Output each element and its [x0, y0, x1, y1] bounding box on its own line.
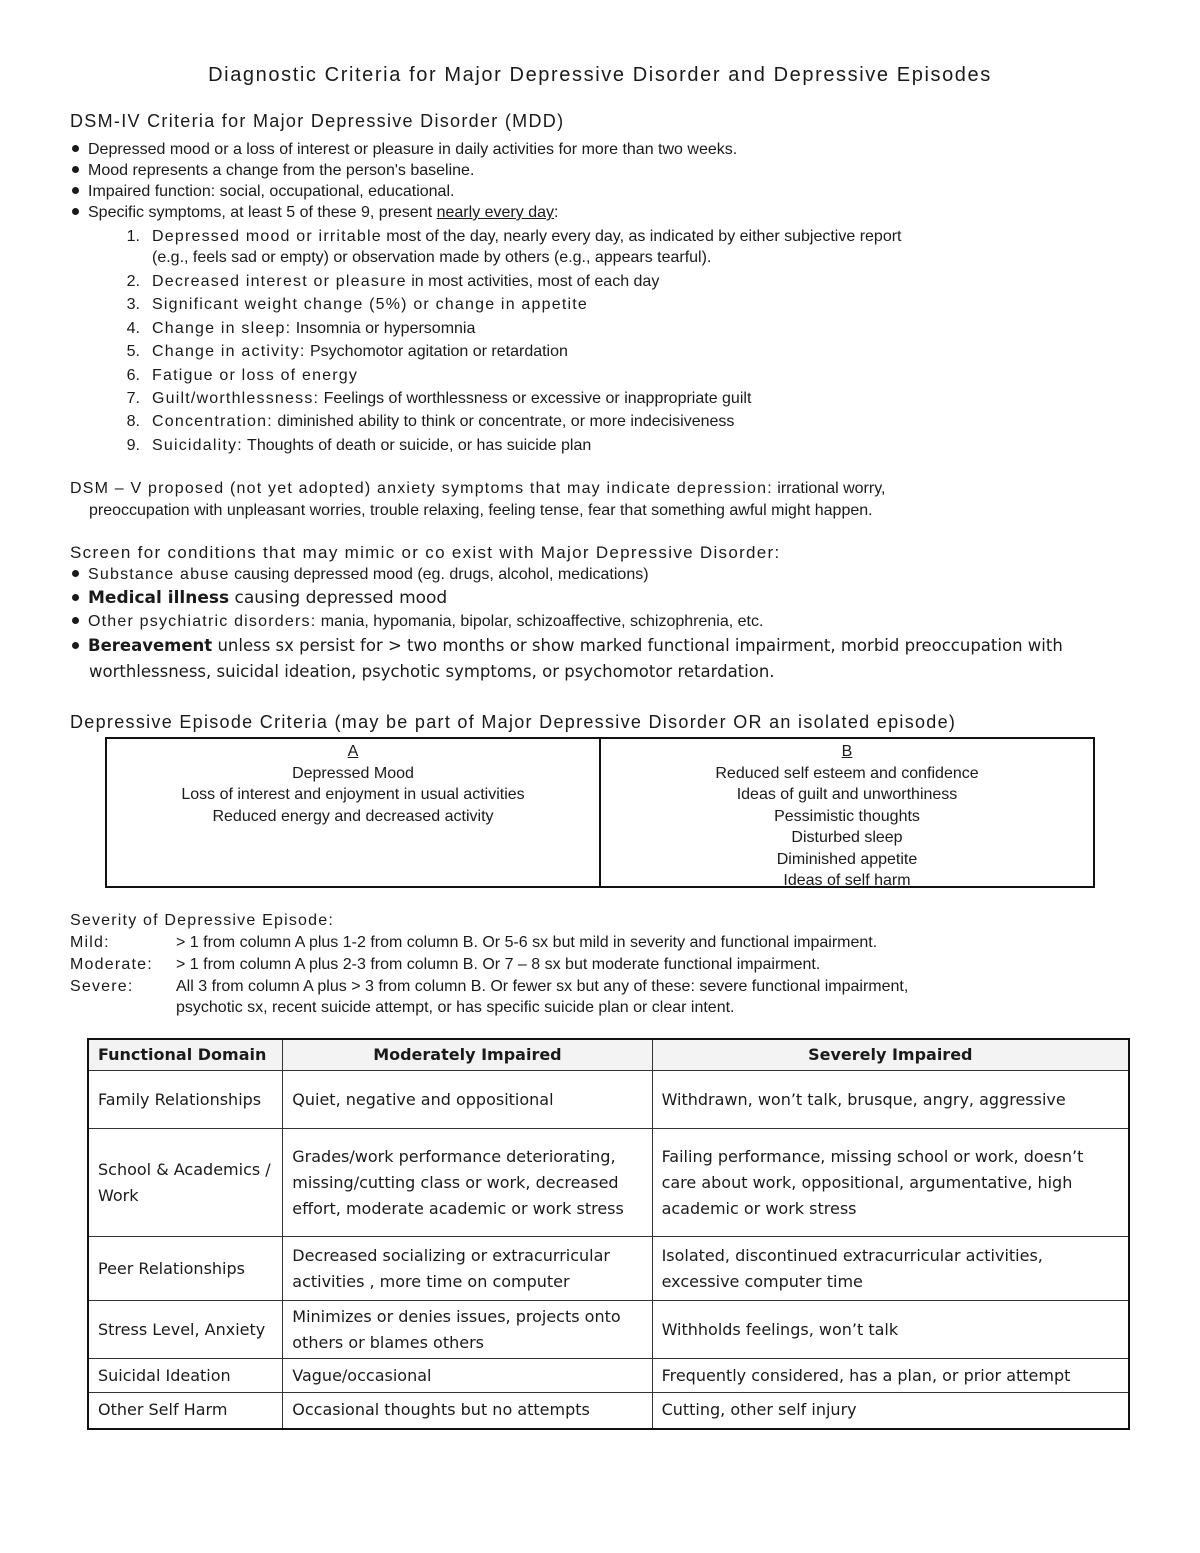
- severity-mild: [70, 934, 877, 952]
- table-cell: Vague/occasional: [283, 1359, 652, 1393]
- item-number: 2.: [126, 273, 140, 290]
- item-text: Thoughts of death or suicide, or has suicide plan: [242, 437, 592, 454]
- column-b-item: Ideas of self harm: [783, 872, 911, 889]
- table-cell: Cutting, other self injury: [652, 1393, 1129, 1429]
- symptom-item: [106, 413, 734, 431]
- table-header: Severely Impaired: [652, 1039, 1129, 1071]
- dsm4-bullet: [72, 162, 474, 180]
- bullet-icon: [72, 617, 79, 624]
- item-lead: Change in sleep:: [152, 320, 292, 337]
- table-header: Moderately Impaired: [283, 1039, 652, 1071]
- column-b-item: Disturbed sleep: [791, 829, 903, 846]
- table-cell: Peer Relationships: [88, 1237, 283, 1301]
- dsm4-bullet: [72, 204, 558, 222]
- screen-bullet: [72, 636, 1063, 655]
- table-row: [88, 1301, 1129, 1359]
- item-text: diminished ability to think or concentrate, or more indecisiveness: [272, 413, 735, 430]
- table-row: [88, 1359, 1129, 1393]
- table-cell: School & Academics / Work: [88, 1129, 283, 1237]
- bullet-text: Impaired function: social, occupational, educational.: [88, 183, 455, 200]
- table-row: [88, 1393, 1129, 1429]
- table-cell: Quiet, negative and oppositional: [283, 1071, 652, 1129]
- bullet-bold: Medical illness: [88, 588, 230, 608]
- symptom-item: [106, 343, 568, 361]
- bullet-bold: Bereavement: [88, 636, 213, 655]
- screen-bullet-continuation: worthlessness, suicidal ideation, psychotic symptoms, or psychomotor retardation.: [89, 662, 775, 681]
- table-row: [88, 1071, 1129, 1129]
- episode-heading: Depressive Episode Criteria (may be part of Major Depressive Disorder OR an isolated episode): [70, 712, 957, 732]
- bullet-icon: [72, 594, 79, 601]
- bullet-text: mania, hypomania, bipolar, schizoaffective, schizophrenia, etc.: [316, 613, 764, 630]
- bullet-text: Depressed mood or a loss of interest or pleasure in daily activities for more than two weeks.: [88, 141, 738, 158]
- item-lead: Decreased interest or pleasure: [152, 273, 407, 290]
- table-row: [88, 1237, 1129, 1301]
- severity-label: Severe:: [70, 978, 134, 995]
- symptom-item: [106, 390, 751, 408]
- column-a-item: Loss of interest and enjoyment in usual activities: [181, 786, 525, 803]
- item-number: 3.: [126, 296, 140, 313]
- symptom-item: [106, 320, 475, 338]
- screen-heading: Screen for conditions that may mimic or co exist with Major Depressive Disorder:: [70, 543, 781, 562]
- table-header: Functional Domain: [88, 1039, 283, 1071]
- column-b: [599, 739, 1093, 889]
- table-cell: Failing performance, missing school or work, doesn’t care about work, oppositional, argumentative, high academic or work stress: [652, 1129, 1129, 1237]
- bullet-text: Mood represents a change from the person's baseline.: [88, 162, 475, 179]
- item-number: 5.: [126, 343, 140, 360]
- severity-moderate: [70, 956, 820, 974]
- item-text: Insomnia or hypersomnia: [291, 320, 476, 337]
- item-number: 6.: [126, 367, 140, 384]
- item-lead: Depressed mood or irritable: [152, 228, 382, 245]
- symptom-item: [106, 273, 659, 291]
- screen-bullet: [72, 588, 447, 608]
- symptom-item: [106, 228, 902, 246]
- column-b-item: Pessimistic thoughts: [774, 807, 920, 825]
- item-number: 9.: [126, 437, 140, 454]
- bullet-text: unless sx persist for > two months or show marked functional impairment, morbid preoccupation with: [212, 636, 1063, 655]
- screen-bullet: [72, 566, 649, 584]
- item-text: Psychomotor agitation or retardation: [305, 343, 568, 360]
- table-cell: Family Relationships: [88, 1071, 283, 1129]
- bullet-icon: [72, 570, 79, 577]
- table-cell: Decreased socializing or extracurricular activities , more time on computer: [283, 1237, 652, 1301]
- item-lead: Change in activity:: [152, 343, 306, 360]
- table-cell: Minimizes or denies issues, projects onto others or blames others: [283, 1301, 652, 1359]
- symptom-item: [106, 249, 711, 267]
- symptom-item: [106, 367, 358, 385]
- severity-label: Moderate:: [70, 956, 153, 973]
- page-title: Diagnostic Criteria for Major Depressive Disorder and Depressive Episodes: [208, 64, 992, 86]
- table-cell: Withdrawn, won’t talk, brusque, angry, aggressive: [652, 1071, 1129, 1129]
- column-b-item: Diminished appetite: [776, 850, 918, 868]
- bullet-text: causing depressed mood: [229, 588, 448, 608]
- item-number: 8.: [126, 413, 140, 430]
- dsm4-bullet: [72, 141, 737, 159]
- symptom-item: [106, 296, 588, 314]
- item-lead: Concentration:: [152, 413, 273, 430]
- dsm5-paragraph: [70, 480, 885, 498]
- item-lead: Significant weight change (5%) or change in appetite: [152, 296, 588, 313]
- item-number: 7.: [126, 390, 140, 407]
- dsm4-bullet: [72, 183, 454, 201]
- item-lead: Fatigue or loss of energy: [152, 367, 359, 384]
- dsm4-heading: DSM-IV Criteria for Major Depressive Disorder (MDD): [70, 111, 565, 131]
- table-cell: Frequently considered, has a plan, or prior attempt: [652, 1359, 1129, 1393]
- bullet-suffix: :: [554, 204, 559, 221]
- item-text: (e.g., feels sad or empty) or observation made by others (e.g., appears tearful).: [152, 249, 712, 266]
- symptom-item: [106, 437, 591, 455]
- episode-criteria-box: [105, 737, 1095, 888]
- column-a-item: Depressed Mood: [292, 764, 414, 782]
- item-number: 4.: [126, 320, 140, 337]
- column-a: [107, 739, 599, 886]
- dsm5-line2: preoccupation with unpleasant worries, trouble relaxing, feeling tense, fear that something awful might happen.: [89, 502, 873, 519]
- severity-severe-continuation: psychotic sx, recent suicide attempt, or has specific suicide plan or clear intent.: [176, 999, 735, 1016]
- table-header-row: [88, 1039, 1129, 1071]
- item-text: most of the day, nearly every day, as indicated by either subjective report: [381, 228, 902, 245]
- table-cell: Isolated, discontinued extracurricular activities, excessive computer time: [652, 1237, 1129, 1301]
- bullet-icon: [72, 208, 79, 215]
- table-cell: Other Self Harm: [88, 1393, 283, 1429]
- table-cell: Withholds feelings, won’t talk: [652, 1301, 1129, 1359]
- severity-text: > 1 from column A plus 1-2 from column B. Or 5-6 sx but mild in severity and functional impairment.: [176, 934, 878, 951]
- item-lead: Suicidality:: [152, 437, 243, 454]
- bullet-icon: [72, 166, 79, 173]
- bullet-lead: Other psychiatric disorders:: [88, 613, 317, 630]
- column-b-label: B: [841, 743, 853, 760]
- item-text: Feelings of worthlessness or excessive or inappropriate guilt: [319, 390, 752, 407]
- table-row: [88, 1129, 1129, 1237]
- column-a-label: A: [347, 743, 359, 760]
- underlined-text: nearly every day: [436, 204, 554, 221]
- severity-heading: Severity of Depressive Episode:: [70, 912, 334, 929]
- item-lead: Guilt/worthlessness:: [152, 390, 320, 407]
- column-a-item: Reduced energy and decreased activity: [212, 807, 494, 825]
- bullet-icon: [72, 187, 79, 194]
- bullet-lead: Substance abuse: [88, 566, 230, 583]
- table-cell: Suicidal Ideation: [88, 1359, 283, 1393]
- item-text: in most activities, most of each day: [406, 273, 660, 290]
- functional-impairment-table: [87, 1038, 1130, 1430]
- severity-severe: [70, 978, 908, 996]
- bullet-text: Specific symptoms, at least 5 of these 9, present: [88, 204, 437, 221]
- table-cell: Grades/work performance deteriorating, missing/cutting class or work, decreased effort, moderate academic or work stress: [283, 1129, 652, 1237]
- item-number: 1.: [126, 228, 140, 245]
- severity-text: All 3 from column A plus > 3 from column B. Or fewer sx but any of these: severe functional impairment,: [176, 978, 909, 995]
- table-cell: Stress Level, Anxiety: [88, 1301, 283, 1359]
- column-b-item: Reduced self esteem and confidence: [715, 764, 979, 782]
- severity-label: Mild:: [70, 934, 110, 951]
- severity-text: > 1 from column A plus 2-3 from column B. Or 7 – 8 sx but moderate functional impairment.: [176, 956, 821, 973]
- screen-bullet: [72, 613, 763, 631]
- column-b-item: Ideas of guilt and unworthiness: [736, 786, 958, 803]
- bullet-text: causing depressed mood (eg. drugs, alcohol, medications): [229, 566, 649, 583]
- bullet-icon: [72, 145, 79, 152]
- dsm5-text: irrational worry,: [772, 480, 886, 497]
- dsm5-lead: DSM – V proposed (not yet adopted) anxiety symptoms that may indicate depression:: [70, 480, 773, 497]
- bullet-icon: [72, 642, 79, 649]
- table-cell: Occasional thoughts but no attempts: [283, 1393, 652, 1429]
